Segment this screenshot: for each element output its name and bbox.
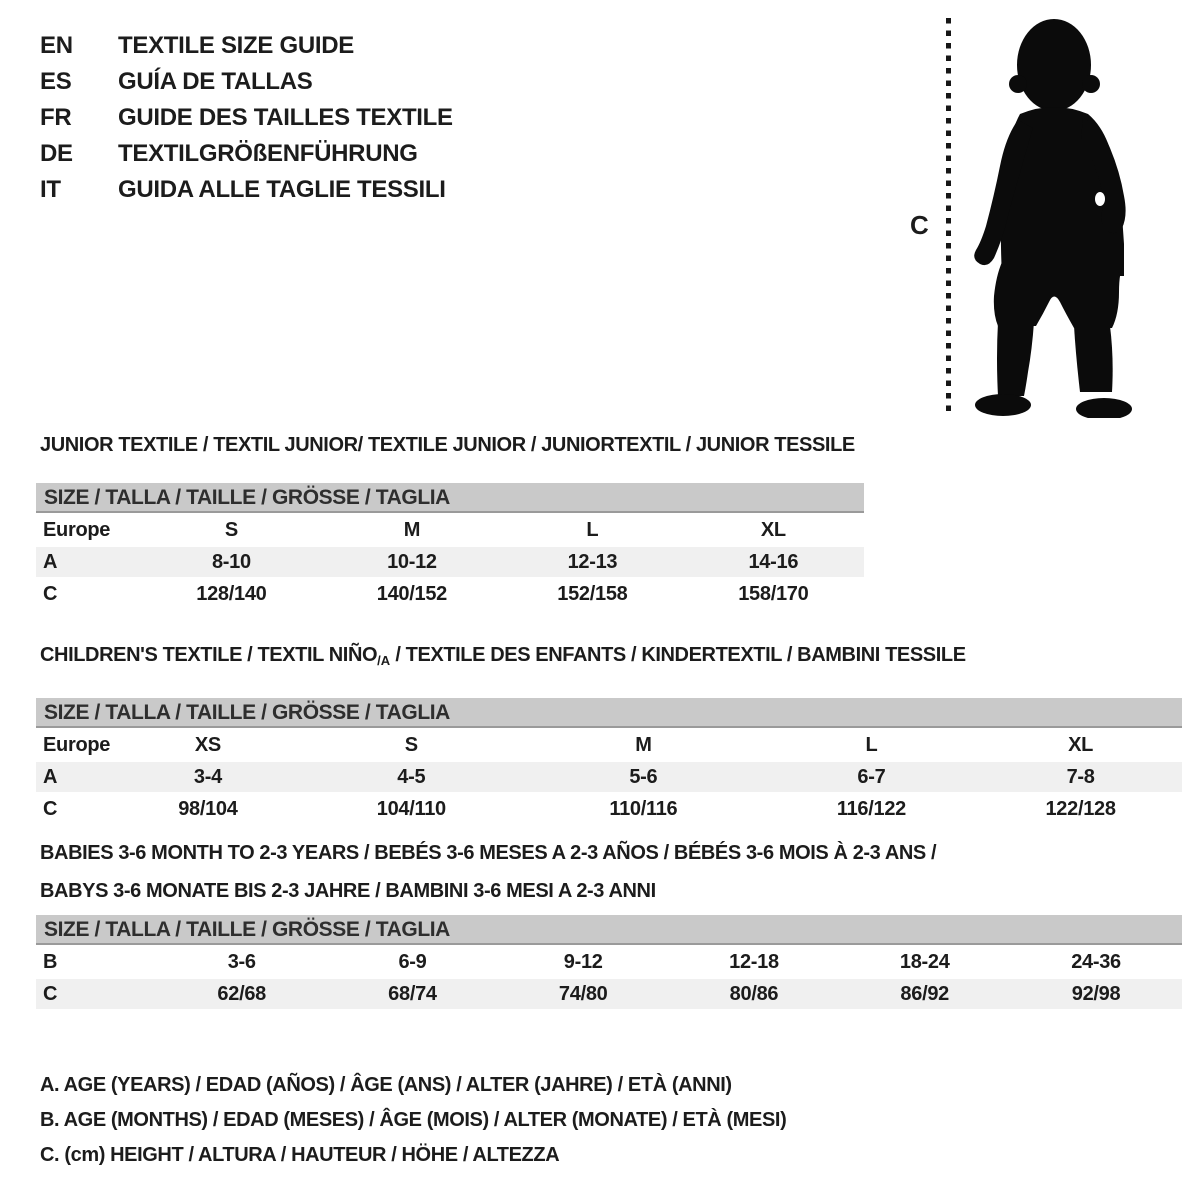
height-dashed-line bbox=[946, 18, 951, 416]
size-column-header-row bbox=[36, 513, 864, 547]
language-code: DE bbox=[40, 140, 73, 167]
region-label: Europe bbox=[43, 733, 111, 756]
measure-value: 12-18 bbox=[729, 950, 779, 973]
legend-line-age-months: B. AGE (MONTHS) / EDAD (MESES) / ÂGE (MOIS) / ALTER (MONATE) / ETÀ (MESI) bbox=[40, 1109, 787, 1131]
children-size-table bbox=[36, 728, 1182, 826]
measure-value: 9-12 bbox=[563, 950, 603, 973]
size-column-header: M bbox=[635, 733, 652, 756]
measure-value: 80/86 bbox=[729, 982, 779, 1005]
measure-value: 62/68 bbox=[217, 982, 266, 1005]
size-column-header: L bbox=[865, 733, 878, 756]
size-header-bar: SIZE / TALLA / TAILLE / GRÖSSE / TAGLIA bbox=[36, 698, 1182, 728]
measure-value: 104/110 bbox=[376, 797, 446, 820]
measure-row-C bbox=[36, 577, 864, 611]
language-code: FR bbox=[40, 104, 72, 131]
guide-title: GUIDA ALLE TAGLIE TESSILI bbox=[118, 176, 446, 203]
guide-title: GUÍA DE TALLAS bbox=[118, 68, 313, 95]
size-column-header: S bbox=[404, 733, 418, 756]
language-row bbox=[40, 136, 453, 172]
measure-value: 24-36 bbox=[1071, 950, 1121, 973]
language-code: EN bbox=[40, 32, 73, 59]
measure-value: 98/104 bbox=[178, 797, 238, 820]
children-textile-title bbox=[36, 644, 1182, 672]
measure-value: 10-12 bbox=[387, 550, 437, 573]
measure-value: 8-10 bbox=[211, 550, 251, 573]
measure-row-label: B bbox=[43, 950, 58, 973]
measure-value: 4-5 bbox=[397, 765, 426, 788]
title-line: BABIES 3-6 MONTH TO 2-3 YEARS / BEBÉS 3-6 MESES A 2-3 AÑOS / BÉBÉS 3-6 MOIS À 2-3 ANS / bbox=[40, 842, 937, 864]
measure-value: 152/158 bbox=[557, 582, 628, 605]
measure-row-label: C bbox=[43, 982, 58, 1005]
title-part: / TEXTILE DES ENFANTS / KINDERTEXTIL / BAMBINI TESSILE bbox=[390, 644, 966, 666]
junior-textile-section bbox=[36, 434, 864, 611]
measure-row-label: A bbox=[43, 550, 58, 573]
measure-row-label: C bbox=[43, 797, 58, 820]
measure-value: 86/92 bbox=[900, 982, 949, 1005]
measure-value: 110/116 bbox=[609, 797, 678, 820]
size-header-bar: SIZE / TALLA / TAILLE / GRÖSSE / TAGLIA bbox=[36, 915, 1182, 945]
measure-value: 68/74 bbox=[388, 982, 437, 1005]
region-label: Europe bbox=[43, 518, 111, 541]
measure-row-label: C bbox=[43, 582, 58, 605]
language-code: IT bbox=[40, 176, 61, 203]
measure-row-C bbox=[36, 792, 1182, 826]
measure-value: 74/80 bbox=[558, 982, 608, 1005]
junior-size-table-container bbox=[36, 513, 864, 611]
language-row bbox=[40, 100, 453, 136]
measure-value: 3-6 bbox=[227, 950, 256, 973]
measure-value: 6-7 bbox=[857, 765, 886, 788]
babies-size-table bbox=[36, 945, 1182, 1009]
title-line: BABYS 3-6 MONATE BIS 2-3 JAHRE / BAMBINI 3-6 MESI A 2-3 ANNI bbox=[40, 880, 656, 902]
legend-line-age-years: A. AGE (YEARS) / EDAD (AÑOS) / ÂGE (ANS) / ALTER (JAHRE) / ETÀ (ANNI) bbox=[40, 1074, 732, 1096]
size-column-header: L bbox=[586, 518, 599, 541]
size-column-header: M bbox=[403, 518, 421, 541]
measure-legend bbox=[40, 1068, 786, 1173]
guide-title: TEXTILE SIZE GUIDE bbox=[118, 32, 354, 59]
children-textile-section bbox=[36, 644, 1182, 826]
language-row bbox=[40, 172, 453, 208]
junior-textile-title: JUNIOR TEXTILE / TEXTIL JUNIOR/ TEXTILE JUNIOR / JUNIORTEXTIL / JUNIOR TESSILE bbox=[40, 434, 855, 456]
size-column-header: S bbox=[224, 518, 238, 541]
measure-value: 14-16 bbox=[748, 550, 799, 573]
measure-value: 140/152 bbox=[376, 582, 447, 605]
measure-value: 158/170 bbox=[738, 582, 809, 605]
legend-line-height-cm: C. (cm) HEIGHT / ALTURA / HAUTEUR / HÖHE / ALTEZZA bbox=[40, 1144, 560, 1166]
language-row bbox=[40, 28, 453, 64]
children-size-table-container bbox=[36, 728, 1182, 826]
size-column-header-row bbox=[36, 728, 1182, 762]
size-header-bar: SIZE / TALLA / TAILLE / GRÖSSE / TAGLIA bbox=[36, 483, 864, 513]
babies-textile-section bbox=[36, 842, 1182, 1009]
measure-value: 7-8 bbox=[1066, 765, 1095, 788]
measure-value: 122/128 bbox=[1045, 797, 1116, 820]
size-column-header: XS bbox=[194, 733, 221, 756]
size-column-header: XL bbox=[760, 518, 786, 541]
babies-size-table-container bbox=[36, 945, 1182, 1009]
measure-row-C bbox=[36, 979, 1182, 1009]
measure-row-label: A bbox=[43, 765, 58, 788]
measure-row-A bbox=[36, 547, 864, 577]
measure-value: 18-24 bbox=[899, 950, 950, 973]
babies-textile-title bbox=[36, 834, 1182, 910]
measure-value: 116/122 bbox=[836, 797, 906, 820]
title-part: CHILDREN'S TEXTILE / TEXTIL NIÑO bbox=[40, 644, 378, 666]
measure-value: 128/140 bbox=[196, 582, 267, 605]
measure-value: 12-13 bbox=[567, 550, 618, 573]
guide-title: TEXTILGRÖßENFÜHRUNG bbox=[118, 140, 418, 167]
measure-value: 3-4 bbox=[193, 765, 222, 788]
size-column-header: XL bbox=[1068, 733, 1094, 756]
language-title-list bbox=[40, 28, 453, 208]
measure-value: 92/98 bbox=[1071, 982, 1121, 1005]
toddler-silhouette-icon bbox=[973, 18, 1133, 418]
measure-value: 6-9 bbox=[398, 950, 427, 973]
language-code: ES bbox=[40, 68, 72, 95]
junior-size-table bbox=[36, 513, 864, 611]
language-row bbox=[40, 64, 453, 100]
height-measure-label: C bbox=[910, 210, 929, 240]
measure-row-A bbox=[36, 762, 1182, 792]
guide-title: GUIDE DES TAILLES TEXTILE bbox=[118, 104, 453, 131]
title-part-subscript: /A bbox=[377, 653, 391, 668]
measure-value: 5-6 bbox=[629, 765, 658, 788]
measure-row-B bbox=[36, 945, 1182, 979]
